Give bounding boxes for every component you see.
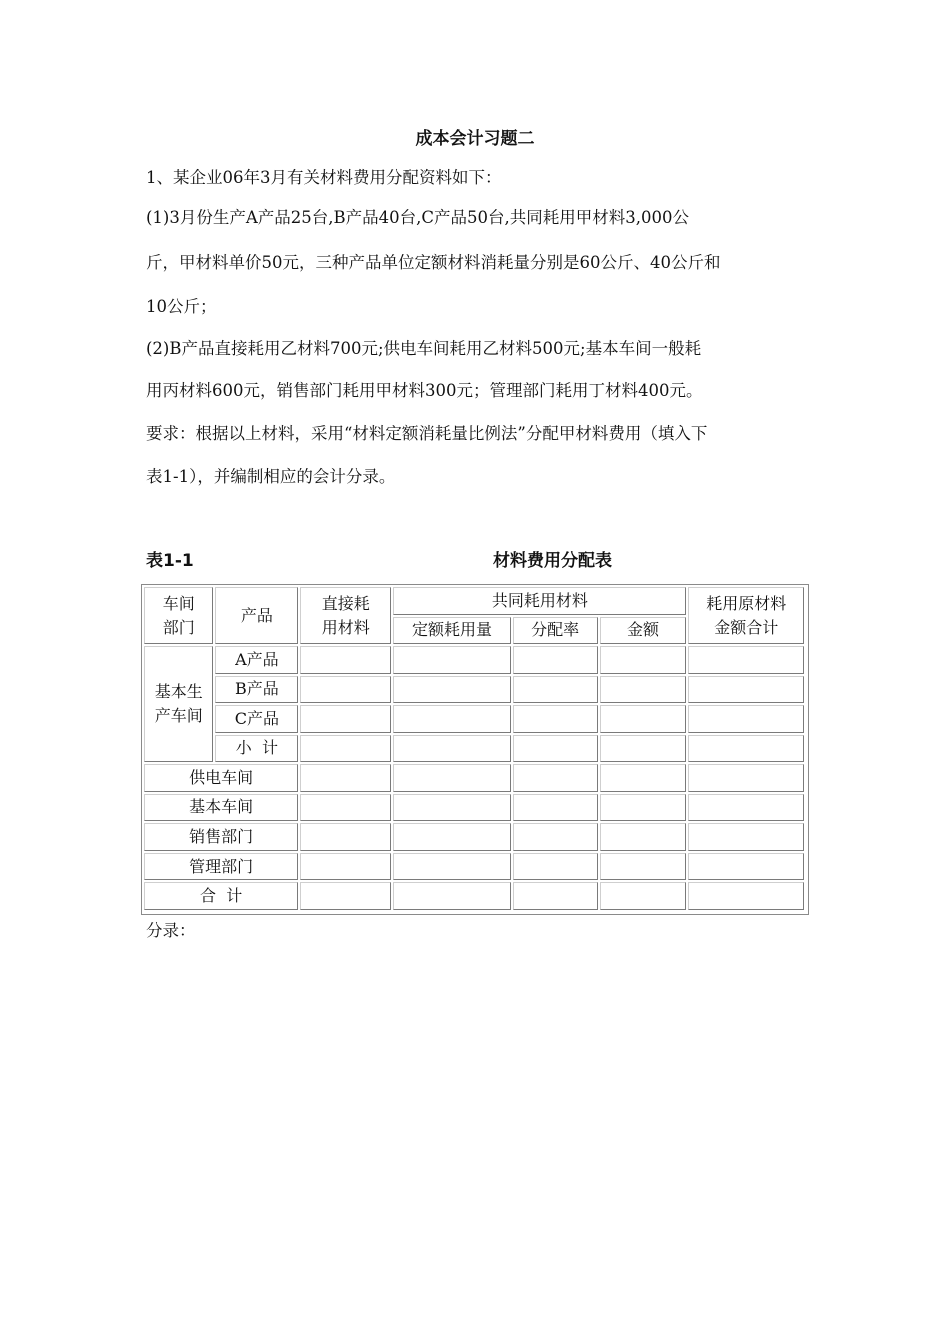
journal-entry-label: 分录：	[146, 921, 196, 940]
input-cell[interactable]	[688, 646, 804, 674]
input-cell[interactable]	[688, 735, 804, 763]
input-cell[interactable]	[688, 882, 804, 910]
input-cell[interactable]	[513, 823, 598, 851]
table-number: 表1-1	[146, 551, 194, 571]
input-cell[interactable]	[513, 705, 598, 733]
input-cell[interactable]	[688, 764, 804, 792]
table-row	[144, 646, 804, 674]
table-row	[144, 735, 804, 763]
input-cell[interactable]	[393, 676, 511, 704]
input-cell[interactable]	[600, 853, 687, 881]
row-label-power-workshop: 供电车间	[144, 764, 298, 792]
input-cell[interactable]	[600, 646, 687, 674]
input-cell[interactable]	[393, 853, 511, 881]
header-direct-material: 直接耗 用材料	[300, 587, 391, 644]
input-cell[interactable]	[300, 764, 391, 792]
table-row	[144, 705, 804, 733]
input-cell[interactable]	[688, 676, 804, 704]
paragraph-line: 10公斤；	[146, 297, 217, 316]
input-cell[interactable]	[688, 853, 804, 881]
input-cell[interactable]	[393, 823, 511, 851]
input-cell[interactable]	[393, 735, 511, 763]
header-department: 车间 部门	[144, 587, 213, 644]
paragraph-line: 用丙材料600元，销售部门耗用甲材料300元；管理部门耗用丁材料400元。	[146, 381, 703, 400]
input-cell[interactable]	[513, 853, 598, 881]
input-cell[interactable]	[600, 823, 687, 851]
input-cell[interactable]	[513, 882, 598, 910]
header-quota-consumption: 定额耗用量	[393, 617, 511, 645]
input-cell[interactable]	[600, 705, 687, 733]
input-cell[interactable]	[600, 735, 687, 763]
input-cell[interactable]	[300, 646, 391, 674]
input-cell[interactable]	[300, 794, 391, 822]
input-cell[interactable]	[300, 882, 391, 910]
header-product: 产品	[215, 587, 298, 644]
paragraph-line: (1)3月份生产A产品25台,B产品40台,C产品50台,共同耗用甲材料3,000公	[146, 208, 689, 227]
input-cell[interactable]	[513, 646, 598, 674]
allocation-table	[141, 584, 809, 915]
input-cell[interactable]	[513, 735, 598, 763]
input-cell[interactable]	[300, 735, 391, 763]
table-row	[144, 676, 804, 704]
page-title: 成本会计习题二	[415, 129, 535, 149]
paragraph-requirement: 要求：根据以上材料，采用“材料定额消耗量比例法”分配甲材料费用（填入下	[146, 424, 708, 443]
row-label-subtotal: 小 计	[215, 735, 298, 763]
input-cell[interactable]	[393, 705, 511, 733]
paragraph-line: 表1-1），并编制相应的会计分录。	[146, 467, 396, 486]
header-total-amount: 耗用原材料 金额合计	[688, 587, 804, 644]
row-label-sales-dept: 销售部门	[144, 823, 298, 851]
input-cell[interactable]	[600, 794, 687, 822]
table-row	[144, 882, 804, 910]
header-allocation-rate: 分配率	[513, 617, 598, 645]
table-title: 材料费用分配表	[493, 551, 612, 571]
input-cell[interactable]	[688, 705, 804, 733]
row-label-admin-dept: 管理部门	[144, 853, 298, 881]
table-row	[144, 823, 804, 851]
input-cell[interactable]	[300, 823, 391, 851]
input-cell[interactable]	[688, 823, 804, 851]
row-label-product-a: A产品	[215, 646, 298, 674]
table-row	[144, 764, 804, 792]
group-basic-production: 基本生 产车间	[144, 646, 213, 762]
input-cell[interactable]	[393, 764, 511, 792]
input-cell[interactable]	[688, 794, 804, 822]
input-cell[interactable]	[300, 676, 391, 704]
row-label-basic-workshop: 基本车间	[144, 794, 298, 822]
header-shared-material: 共同耗用材料	[393, 587, 686, 615]
row-label-total: 合 计	[144, 882, 298, 910]
table-row	[144, 794, 804, 822]
input-cell[interactable]	[300, 853, 391, 881]
row-label-product-c: C产品	[215, 705, 298, 733]
input-cell[interactable]	[513, 764, 598, 792]
input-cell[interactable]	[600, 764, 687, 792]
table-row	[144, 853, 804, 881]
paragraph-intro: 1、某企业06年3月有关材料费用分配资料如下：	[146, 168, 502, 187]
paragraph-line: (2)B产品直接耗用乙材料700元;供电车间耗用乙材料500元;基本车间一般耗	[146, 339, 702, 358]
input-cell[interactable]	[600, 882, 687, 910]
input-cell[interactable]	[513, 676, 598, 704]
input-cell[interactable]	[600, 676, 687, 704]
input-cell[interactable]	[300, 705, 391, 733]
header-amount: 金额	[600, 617, 687, 645]
input-cell[interactable]	[393, 794, 511, 822]
row-label-product-b: B产品	[215, 676, 298, 704]
paragraph-line: 斤，甲材料单价50元，三种产品单位定额材料消耗量分别是60公斤、40公斤和	[146, 253, 721, 272]
input-cell[interactable]	[513, 794, 598, 822]
input-cell[interactable]	[393, 646, 511, 674]
input-cell[interactable]	[393, 882, 511, 910]
